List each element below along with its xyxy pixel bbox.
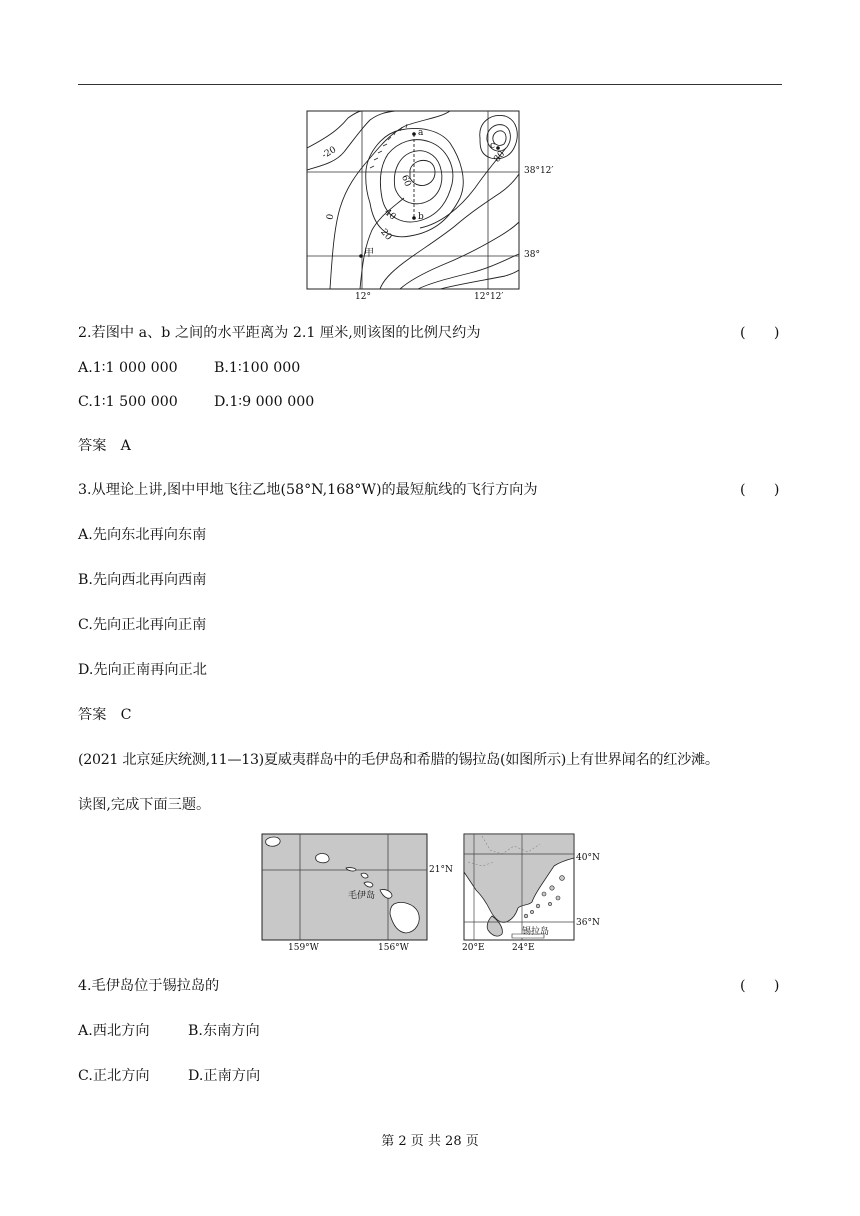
hawaii-lon-label-left: 159°W [288, 943, 319, 953]
intro-line-1: (2021 北京延庆统测,11—13)夏威夷群岛中的毛伊岛和希腊的锡拉岛(如图所示)上有世界闻名的红沙滩。 [78, 752, 719, 768]
contour-label-40: 40 [382, 207, 398, 223]
point-label-c: c [490, 141, 496, 151]
header-rule [78, 84, 782, 85]
lon-label-left: 12° [355, 292, 371, 302]
question-4-paren: ( ) [740, 978, 780, 994]
greece-map [462, 832, 610, 956]
greece-island-label: 锡拉岛 [522, 927, 550, 937]
point-label-a: a [418, 128, 424, 138]
question-3-answer: 答案 C [78, 707, 132, 723]
lat-label-bottom: 38° [524, 250, 540, 260]
point-label-jia: 甲 [364, 248, 374, 259]
intro-line-2: 读图,完成下面三题。 [78, 797, 211, 813]
hawaii-lat-label: 21°N [429, 865, 453, 875]
greece-lon-label-left: 20°E [462, 943, 485, 953]
hawaii-island-label: 毛伊岛 [348, 891, 376, 901]
question-4-options-row2 [78, 1065, 260, 1085]
question-4-options-row1 [78, 1020, 260, 1040]
greece-lat-label-bottom: 36°N [576, 918, 600, 928]
contour-label-neg20: -20 [320, 145, 339, 161]
question-2-option-b: B.1∶100 000 [214, 360, 301, 376]
greece-lat-label-top: 40°N [576, 853, 600, 863]
question-2-options-row2 [78, 394, 314, 410]
greece-lon-label-right: 24°E [512, 943, 535, 953]
topographic-map [300, 108, 560, 304]
question-4-option-a: A.西北方向 [78, 1023, 150, 1039]
question-3-option-c: C.先向正北再向正南 [78, 617, 207, 633]
question-3-option-d: D.先向正南再向正北 [78, 662, 207, 678]
hawaii-lon-label-right: 156°W [378, 943, 409, 953]
lat-label-top: 38°12′ [524, 166, 554, 176]
question-4-option-d: D.正南方向 [188, 1068, 261, 1084]
question-4-stem: 4.毛伊岛位于锡拉岛的 [78, 978, 220, 994]
question-2-option-c: C.1∶1 500 000 [78, 394, 178, 410]
question-4-option-c: C.正北方向 [78, 1068, 150, 1084]
question-2-answer: 答案 A [78, 438, 131, 454]
question-2-options-row1 [78, 360, 300, 376]
contour-label-80: 80 [492, 149, 508, 165]
question-2-stem: 2.若图中 a、b 之间的水平距离为 2.1 厘米,则该图的比例尺约为 [78, 325, 481, 341]
question-3-stem: 3.从理论上讲,图中甲地飞往乙地(58°N,168°W)的最短航线的飞行方向为 [78, 482, 538, 498]
question-2-option-a: A.1∶1 000 000 [78, 360, 178, 376]
contour-label-0: 0 [325, 213, 337, 221]
point-label-b: b [418, 212, 424, 222]
contour-label-60: 60 [399, 173, 413, 189]
contour-label-20: 20 [378, 227, 394, 243]
hawaii-map [260, 832, 460, 956]
question-2-option-d: D.1∶9 000 000 [214, 394, 315, 410]
question-4-option-b: B.东南方向 [188, 1023, 260, 1039]
question-3-paren: ( ) [740, 482, 780, 498]
question-2-paren: ( ) [740, 325, 780, 341]
page-footer: 第 2 页 共 28 页 [381, 1134, 479, 1149]
lon-label-right: 12°12′ [474, 292, 504, 302]
question-3-option-a: A.先向东北再向东南 [78, 527, 207, 543]
question-3-option-b: B.先向西北再向西南 [78, 572, 207, 588]
